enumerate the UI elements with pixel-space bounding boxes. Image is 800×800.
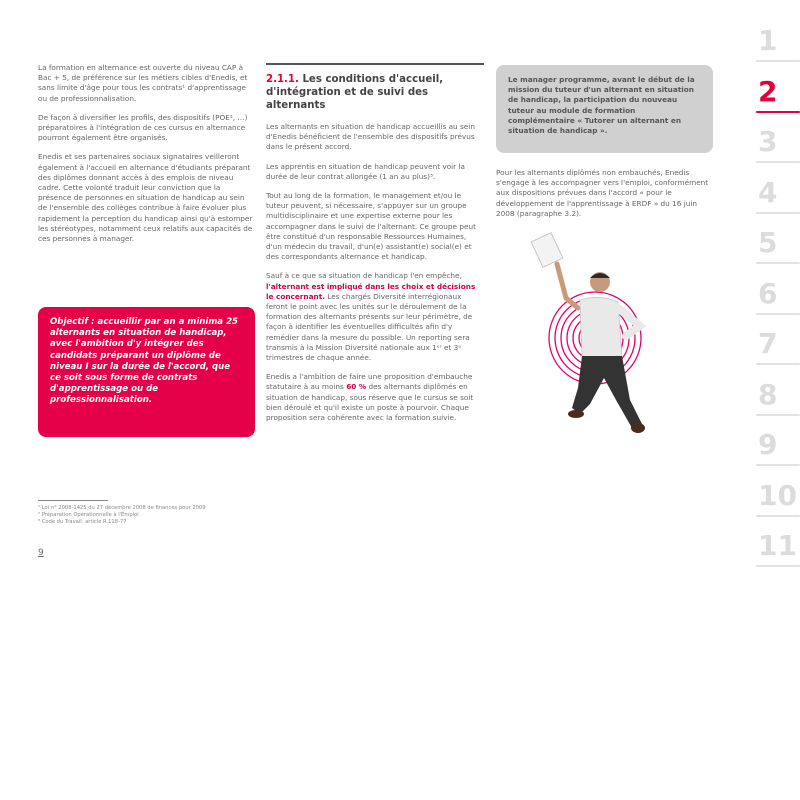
- chapter-underline: [756, 363, 800, 365]
- chapter-label: 8: [758, 377, 778, 411]
- chapter-label: 1: [758, 24, 778, 57]
- objective-text: Objectif : accueillir par an a minima 25 alternants en situation de handicap, avec l'ambition d'y intégrer des candidats préparant un diplôme de niveau I sur la durée de l'accord, que ce soit sous forme de contrats d'apprentissage ou de professionnalisation.: [50, 317, 239, 406]
- text-run: Les chargés Diversité interrégionaux feront le point avec les unités sur le déroulement de la formation des alternants présents sur leur périmètre, de façon à identifier les éventuelles difficultés afin d'y remédier dans la mesure du possible. Un reporting sera transmis à la Mission Diversité nationale aux 1ᵉʳ et 3ᵉ trimestres de chaque année.: [266, 291, 473, 363]
- objective-box: [38, 307, 255, 437]
- page-number: 9: [38, 548, 44, 558]
- chapter-tab[interactable]: [752, 323, 800, 374]
- chapter-tab[interactable]: [752, 121, 800, 172]
- footnote: ² Préparation Opérationnelle à l'Emploi: [38, 512, 139, 518]
- highlight-text: 60 %: [346, 382, 367, 392]
- chapter-underline: [756, 515, 800, 517]
- paragraph: Enedis et ses partenaires sociaux signataires veilleront également à l'accueil en alternance d'étudiants préparant des diplômes donnant accès à des emplois de niveau cadre. Cette volonté traduit leur conviction que la présence de personnes en situation de handicap au sein de l'ensemble des collèges contribue à faire évoluer plus rapidement la perception du handicap ainsi qu'à estomper les stéréotypes, notamment ceux relatifs aux capacités de ces personnes à manager.: [38, 152, 253, 244]
- shoe: [568, 410, 584, 418]
- chapter-underline: [756, 161, 800, 163]
- footnotes: [38, 500, 258, 526]
- chapter-underline: [756, 313, 800, 315]
- hair: [590, 273, 610, 278]
- column-left: [38, 63, 255, 253]
- paragraph: Tout au long de la formation, le management et/ou le tuteur peuvent, si nécessaire, s'appuyer sur un groupe multidisciplinaire et une expertise externe pour les accompagner dans le suivi de l'alternant. Ce groupe peut être constitué d'un responsable Ressources Humaines, d'un médecin du travail, d'un(e) assistant(e) social(e) et des correspondants alternance et handicap.: [266, 191, 476, 262]
- chapter-label: 4: [758, 175, 778, 209]
- chapter-tab[interactable]: [752, 222, 800, 273]
- text-run: Sauf à ce que sa situation de handicap l'en empêche,: [266, 271, 462, 281]
- paragraph: [266, 372, 484, 423]
- bent-arm: [618, 308, 640, 336]
- chapter-tab[interactable]: [752, 424, 800, 475]
- chapter-label: 7: [758, 327, 778, 360]
- chapter-tab-active[interactable]: [752, 71, 800, 122]
- chapter-label: 9: [758, 428, 778, 461]
- chapter-label: 3: [758, 125, 778, 158]
- chapter-tab[interactable]: [752, 475, 800, 526]
- chapter-underline: [756, 212, 800, 214]
- footnote: ³ Code du Travail: article R.118-77: [38, 519, 127, 525]
- chapter-underline: [756, 414, 800, 416]
- paragraph: [266, 271, 484, 363]
- text-run: Enedis a l'ambition de faire une proposition d'embauche statutaire à au moins: [266, 372, 473, 392]
- manager-text: Le manager programme, avant le début de la mission du tuteur d'un alternant en situation de handicap, la participation du nouveau tuteur au module de formation complémentaire « Tutorer un alternant en situation de handicap ».: [508, 75, 695, 136]
- chapter-tab[interactable]: [752, 172, 800, 223]
- section-rule: [266, 63, 484, 65]
- text-run: des alternants diplômés en situation de handicap, sous réserve que le cursus se soit bien déroulé et qu'il existe un poste à pourvoir. Chaque proposition sera cohérente avec la formation suivie.: [266, 382, 474, 423]
- chapter-tab[interactable]: [752, 20, 800, 71]
- paragraph: Les alternants en situation de handicap accueillis au sein d'Enedis bénéficient de l'ensemble des dispositifs prévus dans le présent accord.: [266, 122, 475, 152]
- highlight-text: l'alternant est impliqué dans les choix et décisions le concernant.: [266, 281, 476, 301]
- chapter-underline: [756, 464, 800, 466]
- chapter-label: 5: [758, 226, 778, 259]
- raised-arm: [557, 264, 578, 308]
- chapter-underline: [756, 60, 800, 62]
- chapter-label: 2: [758, 74, 778, 108]
- section-title-text: Les conditions d'accueil, d'intégration et de suivi des alternants: [266, 74, 444, 111]
- footnote: ¹ Loi n° 2008-1425 du 27 décembre 2008 de finances pour 2009: [38, 505, 206, 511]
- chapter-nav: [752, 20, 800, 576]
- jumping-person-illustration: [530, 228, 670, 448]
- paragraph: La formation en alternance est ouverte du niveau CAP à Bac + 5, de préférence sur les métiers cibles d'Enedis, et sans limite d'âge pour tous les contrats¹ d'apprentissage ou de professionnalisation.: [38, 63, 248, 103]
- section-title: [266, 73, 484, 112]
- shoe: [631, 423, 645, 433]
- paragraph: De façon à diversifier les profils, des dispositifs (POE², …) préparatoires à l'intégration de ces cursus en alternance pourront également être organisés.: [38, 112, 248, 143]
- manager-box: [496, 65, 713, 153]
- chapter-tab[interactable]: [752, 525, 800, 576]
- chapter-underline: [756, 111, 800, 113]
- footnote-divider: [38, 500, 108, 501]
- chapter-tab[interactable]: [752, 374, 800, 425]
- chapter-label: 11: [758, 529, 797, 562]
- chapter-underline: [756, 565, 800, 567]
- column-right: [496, 168, 714, 228]
- paragraph: Pour les alternants diplômés non embauchés, Enedis s'engage à les accompagner vers l'emploi, conformément aux dispositions prévues dans l'accord « pour le développement de l'apprentissage à ERDF » du 16 juin 2008 (paragraphe 3.2).: [496, 168, 709, 218]
- chapter-label: 6: [758, 276, 778, 310]
- chapter-label: 10: [758, 478, 797, 512]
- chapter-tab[interactable]: [752, 273, 800, 324]
- column-middle: [266, 63, 484, 432]
- paragraph: Les apprentis en situation de handicap peuvent voir la durée de leur contrat allongée (1 an au plus)³.: [266, 161, 466, 181]
- section-number: 2.1.1.: [266, 74, 299, 85]
- chapter-underline: [756, 262, 800, 264]
